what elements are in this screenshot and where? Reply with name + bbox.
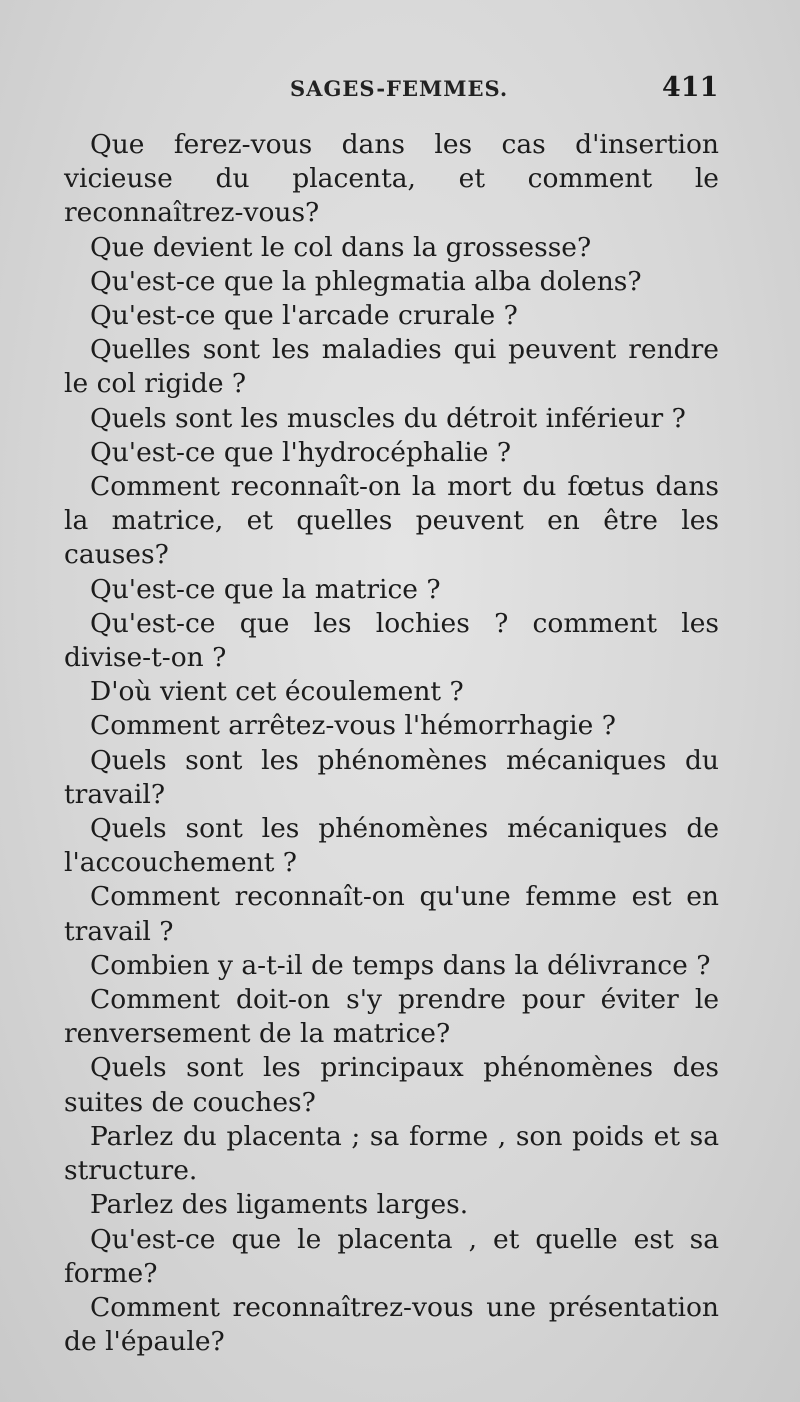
question-paragraph: Qu'est-ce que la matrice ? [90,573,441,605]
running-title: SAGES-FEMMES. [290,76,509,101]
question-paragraph: Qu'est-ce que les lochies ? comment les divise-t-on ? [64,607,719,674]
question-paragraph: Combien y a-t-il de temps dans la délivrance ? [90,949,711,981]
question-paragraph: Quels sont les phénomènes mécaniques de l'accouchement ? [64,813,719,879]
question-paragraph: Comment doit-on s'y prendre pour éviter le renversement de la matrice? [64,984,719,1050]
question-paragraph: Parlez des ligaments larges. [90,1189,469,1221]
question-paragraph: Qu'est-ce que l'hydrocéphalie ? [90,436,512,468]
question-paragraph: Qu'est-ce que le placenta , et quelle est sa forme? [64,1223,719,1289]
question-paragraph: Quelles sont les maladies qui peuvent rendre le col rigide ? [64,334,719,400]
question-paragraph: Qu'est-ce que la phlegmatia alba dolens? [90,265,642,297]
question-paragraph: Que devient le col dans la grossesse? [90,231,592,263]
page-number: 411 [662,72,719,103]
question-list [64,128,719,1359]
question-paragraph: Comment arrêtez-vous l'hémorrhagie ? [90,710,616,742]
question-paragraph: Parlez du placenta ; sa forme , son poids et sa structure. [64,1120,719,1187]
question-paragraph: Quels sont les principaux phénomènes des suites de couches? [64,1052,719,1118]
question-paragraph: Comment reconnaîtrez-vous une présentation de l'épaule? [64,1291,719,1358]
question-paragraph: Quels sont les muscles du détroit inférieur ? [90,402,686,434]
running-head [0,72,800,110]
question-paragraph: D'où vient cet écoulement ? [90,676,464,708]
question-paragraph: Qu'est-ce que l'arcade crurale ? [90,300,518,332]
question-paragraph: Comment reconnaît-on la mort du fœtus dans la matrice, et quelles peuvent en être les causes? [64,471,719,571]
question-paragraph: Comment reconnaît-on qu'une femme est en travail ? [64,881,719,947]
question-paragraph: Que ferez-vous dans les cas d'insertion vicieuse du placenta, et comment le reconnaîtrez-vous? [64,129,719,229]
question-paragraph: Quels sont les phénomènes mécaniques du travail? [64,744,719,810]
